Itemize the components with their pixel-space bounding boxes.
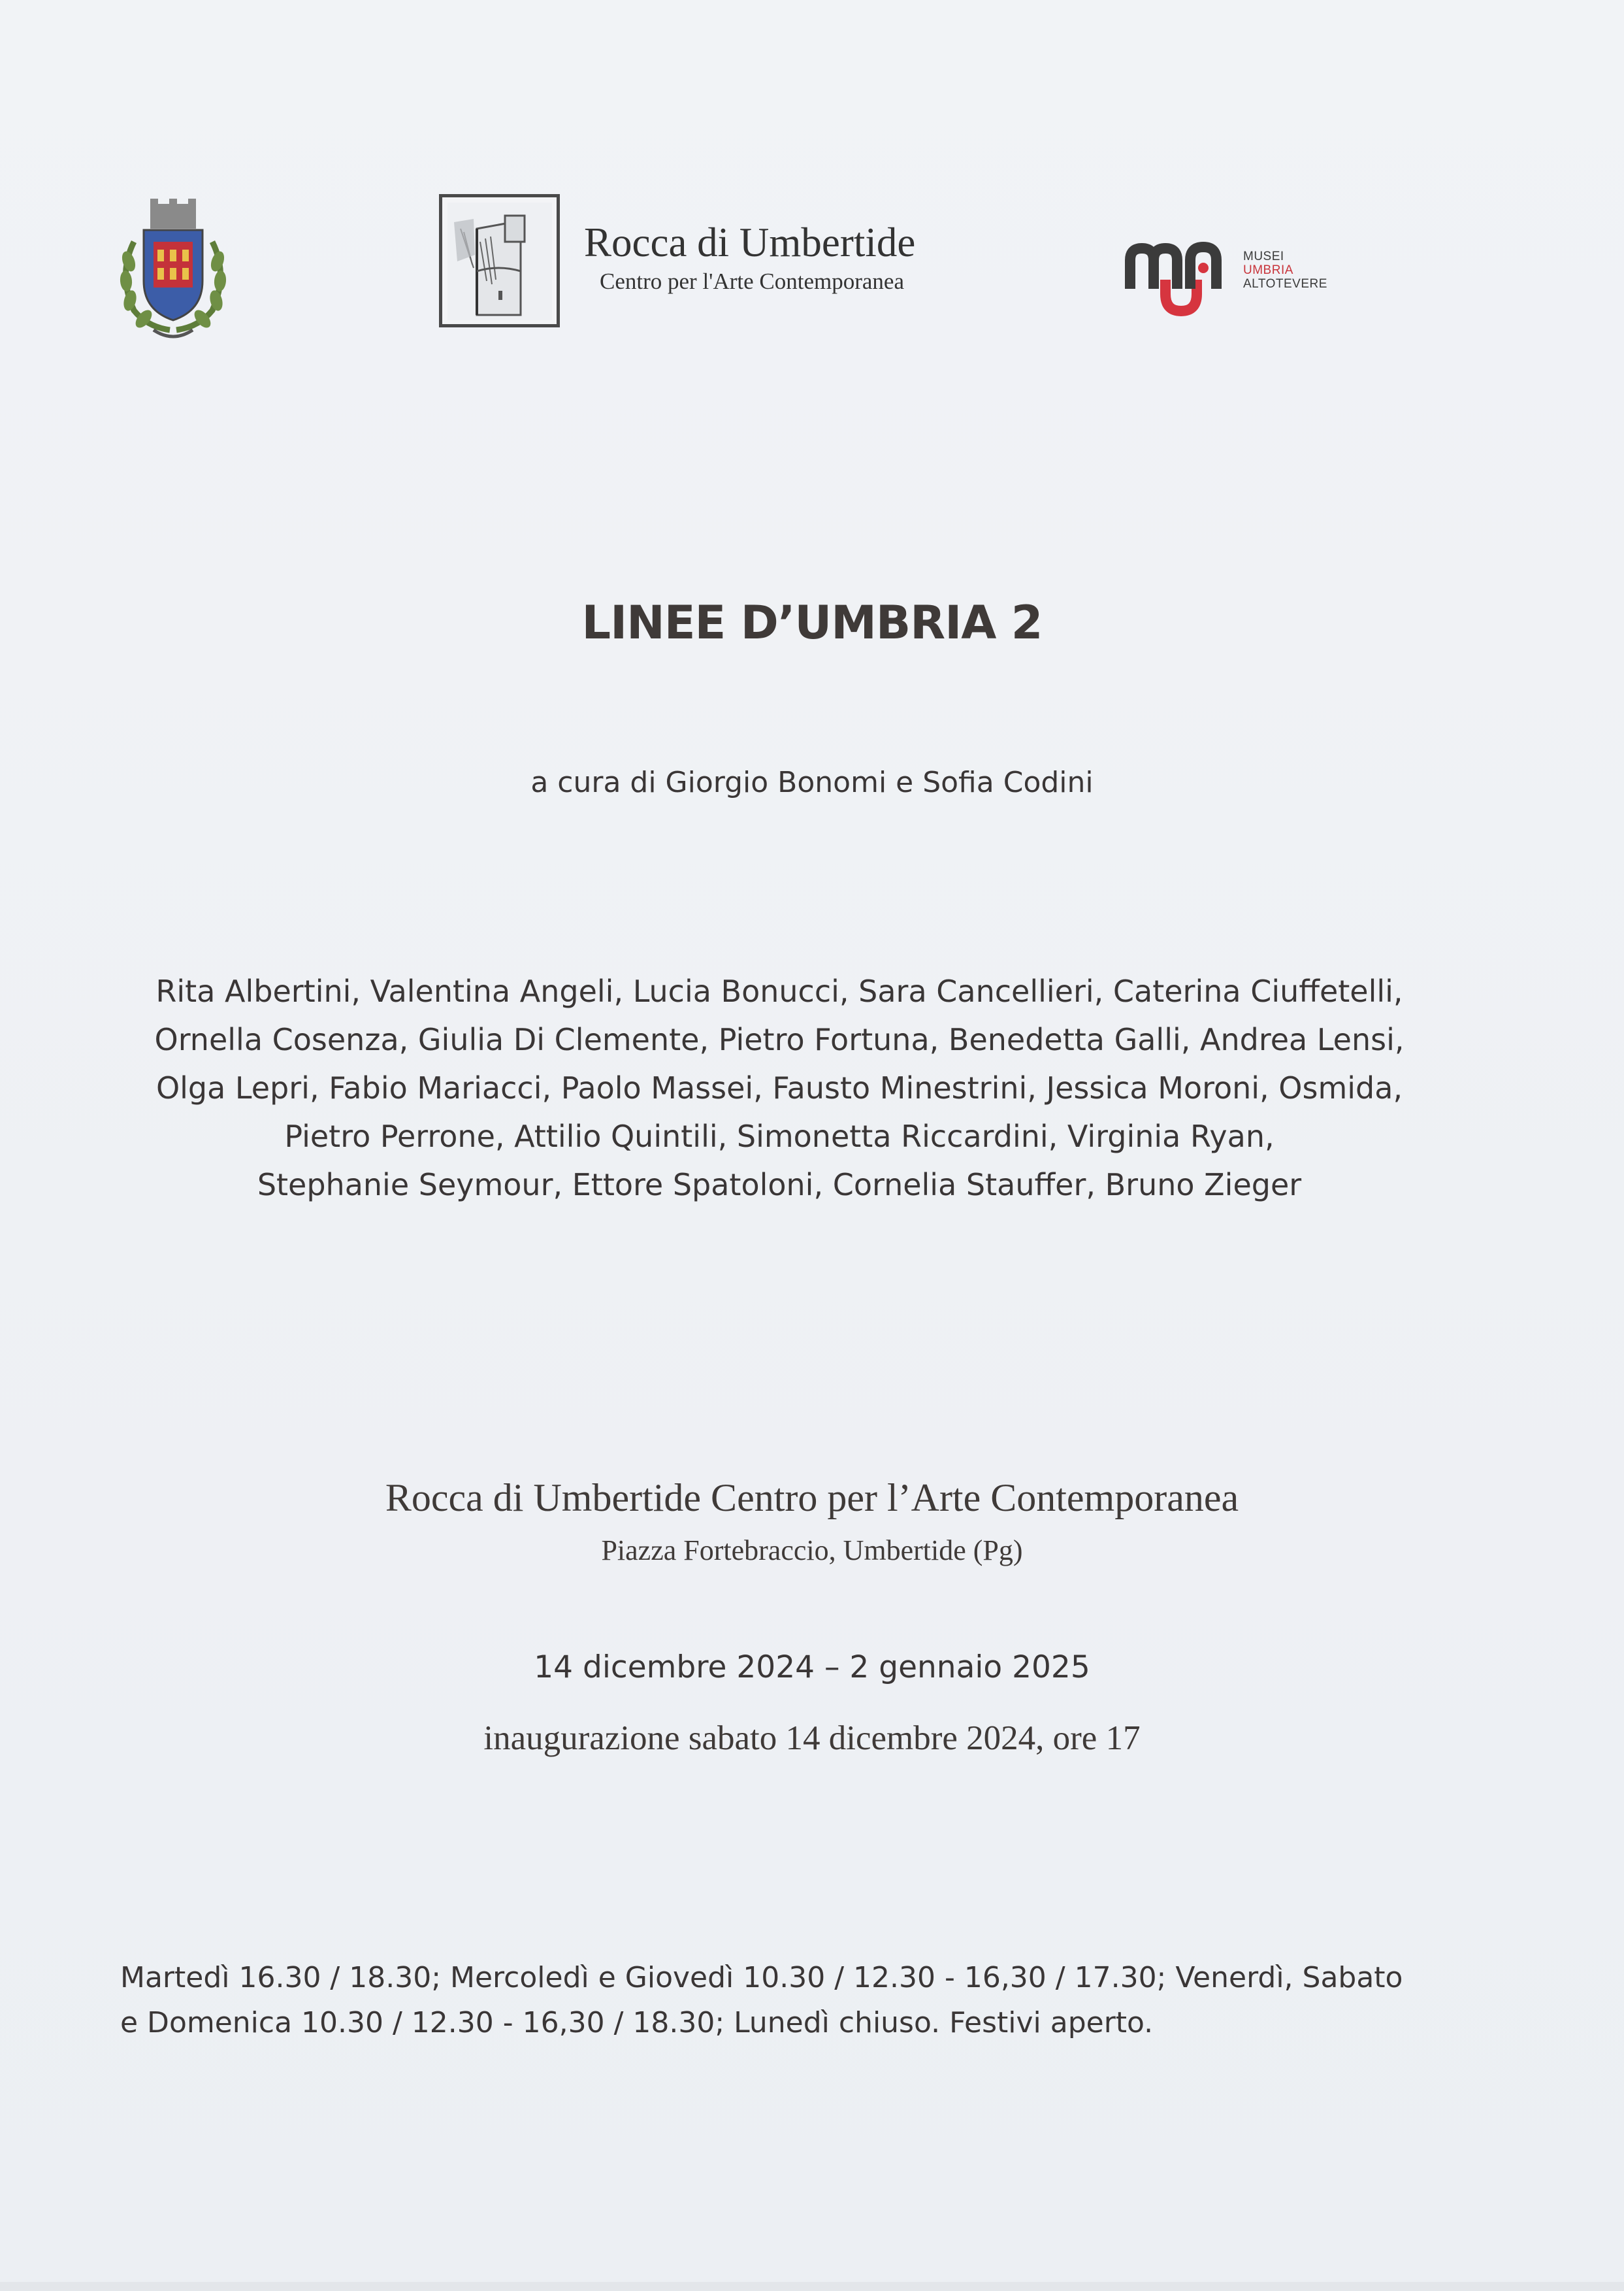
musei-logo	[1122, 234, 1338, 325]
artist-line: Rita Albertini, Valentina Angeli, Lucia Bonucci, Sara Cancellieri, Caterina Ciuffetelli,	[155, 974, 1403, 1009]
curators: a cura di Giorgio Bonomi e Sofia Codini	[530, 766, 1094, 799]
musei-line-3: ALTOTEVERE	[1243, 277, 1327, 291]
opening-hours	[120, 1955, 1518, 2045]
musei-text	[1243, 250, 1327, 291]
rocca-name: Rocca di Umbertide	[584, 220, 916, 265]
rocca-subtitle: Centro per l'Arte Contemporanea	[600, 269, 905, 294]
artist-line: Ornella Cosenza, Giulia Di Clemente, Pietro Fortuna, Benedetta Galli, Andrea Lensi,	[154, 1022, 1405, 1057]
artist-line: Olga Lepri, Fabio Mariacci, Paolo Massei, Fausto Minestrini, Jessica Moroni, Osmida,	[155, 1070, 1403, 1106]
exhibition-dates: 14 dicembre 2024 – 2 gennaio 2025	[534, 1649, 1090, 1685]
opening-info: inaugurazione sabato 14 dicembre 2024, ore 17	[483, 1719, 1141, 1757]
musei-line-2: UMBRIA	[1243, 263, 1293, 277]
musei-line-1: MUSEI	[1243, 250, 1284, 263]
municipal-coat-of-arms-icon	[114, 196, 232, 343]
exhibition-title: LINEE D’UMBRIA 2	[581, 596, 1043, 650]
hours-line-1: Martedì 16.30 / 18.30; Mercoledì e Giovedì 10.30 / 12.30 - 16,30 / 17.30; Venerdì, Sabato	[120, 1961, 1403, 1994]
venue-name: Rocca di Umbertide Centro per l’Arte Contemporanea	[385, 1476, 1239, 1519]
venue-address: Piazza Fortebraccio, Umbertide (Pg)	[601, 1534, 1023, 1566]
rocca-logo	[439, 194, 1092, 335]
scan-edge	[0, 2282, 1624, 2291]
artist-line: Pietro Perrone, Attilio Quintili, Simonetta Riccardini, Virginia Ryan,	[284, 1119, 1275, 1154]
artist-list	[0, 967, 1559, 1209]
mua-logo-icon	[1122, 234, 1240, 325]
artist-line: Stephanie Seymour, Ettore Spatoloni, Cornelia Stauffer, Bruno Zieger	[257, 1167, 1302, 1202]
tower-drawing-icon	[439, 194, 560, 327]
hours-line-2: e Domenica 10.30 / 12.30 - 16,30 / 18.30; Lunedì chiuso. Festivi aperto.	[120, 2006, 1154, 2039]
